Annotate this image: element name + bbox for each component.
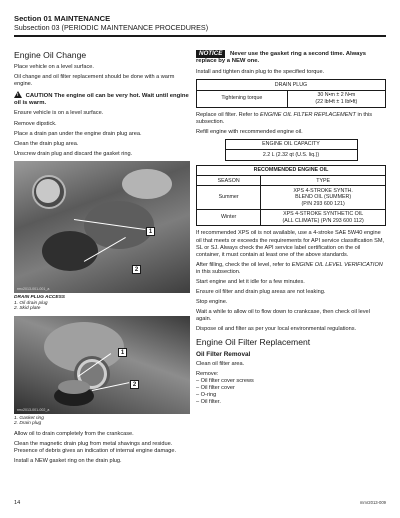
paragraph: Oil change and oil filter replacement should be done with a warm engine. (14, 74, 175, 88)
notice-label: NOTICE (196, 50, 225, 58)
paragraph: Install a NEW gasket ring on the drain plug. (14, 458, 122, 465)
paragraph: If recommended XPS oil is not available, use a 4-stroke SAE 5W40 engine oil that meets or exceeds the requirements for API service classification SM, SL or SJ. Always check the API service label certification on the oil container, it must contain at least one of the above standards. (196, 230, 385, 258)
paragraph: Replace oil filter. Refer to ENGINE OIL FILTER REPLACEMENT in this subsection. (196, 111, 373, 125)
table-row (197, 209, 386, 226)
paragraph: Allow oil to drain completely from the crankcase. (14, 430, 134, 437)
callout-1: 1 (146, 227, 155, 236)
paragraph: Remove dipstick. (14, 120, 57, 127)
paragraph: Ensure oil filter and drain plug areas are not leaking. (196, 289, 326, 296)
torque-value-imperial: (22 lbf•ft ± 1 lbf•ft) (315, 98, 358, 105)
paragraph: Clean the magnetic drain plug from metal shavings and residue. Presence of debris gives an indication of internal engine damage. (14, 441, 177, 455)
caption-item: 2. Skid plate (14, 306, 41, 312)
drain-plug-table (196, 79, 386, 107)
list-item: – Oil filter. (196, 399, 221, 406)
paragraph: Unscrew drain plug and discard the gasket ring. (14, 150, 133, 157)
callout-2: 2 (130, 380, 139, 389)
removal-list (196, 378, 386, 406)
table-cell: Summer (197, 186, 261, 209)
paragraph: Clean the drain plug area. (14, 140, 79, 147)
table-cell: Tightening torque (197, 90, 288, 107)
recommended-oil-table (196, 165, 386, 227)
caption-item: 1. Oil drain plug (14, 300, 48, 306)
gasket-drain-plug-photo (14, 316, 190, 414)
column-header: SEASON (197, 176, 261, 186)
column-header: TYPE (261, 176, 386, 186)
document-reference: mmr2013-009 (359, 500, 386, 505)
paragraph: Clean oil filter area. (196, 360, 245, 367)
page-header (14, 14, 386, 37)
paragraph: Place a drain pan under the engine drain plug area. (14, 130, 142, 137)
paragraph: After filling, check the oil level, refer to ENGINE OIL LEVEL VERIFICATION in this subsection. (196, 261, 383, 275)
notice-text: Never use the gasket ring a second time. Always replace by a NEW one. (196, 51, 367, 65)
table-cell: 2.2 L (2.32 qt (U.S. liq.)) (225, 150, 357, 160)
engine-oil-change-heading: Engine Oil Change (14, 50, 87, 60)
paragraph: Start engine and let it idle for a few minutes. (196, 279, 305, 285)
warning-icon: ! (14, 91, 22, 98)
paragraph: Stop engine. (196, 299, 228, 306)
oil-filter-removal-subheading: Oil Filter Removal (196, 350, 251, 358)
caution-label: CAUTION (25, 93, 53, 100)
paragraph: Install and tighten drain plug to the specified torque. (196, 69, 325, 76)
cross-reference-link[interactable]: ENGINE OIL FILTER REPLACEMENT (260, 111, 356, 118)
paragraph: Ensure vehicle is on a level surface. (14, 110, 104, 117)
figure-code: rmc2013-001-002_a (17, 407, 50, 412)
table-cell: Winter (197, 209, 261, 226)
table-header: RECOMMENDED ENGINE OIL (197, 165, 386, 175)
paragraph: Refill engine with recommended engine oil. (196, 128, 303, 135)
caution-text: The engine oil can be very hot. Wait until engine oil is warm. (14, 93, 189, 107)
figure-caption (14, 416, 190, 427)
list-item: – Oil filter cover (196, 384, 235, 391)
table-cell: XPS 4-STROKE SYNTHETIC OIL (ALL CLIMATE) (P/N 293 600 112) (261, 209, 386, 226)
right-column (196, 50, 386, 406)
caption-item: 1. Gasket ring (14, 415, 44, 421)
header-rule (14, 35, 386, 37)
subsection-title: Subsection 03 (PERIODIC MAINTENANCE PROCEDURES) (14, 23, 209, 32)
caution-box (14, 91, 190, 107)
table-row (197, 186, 386, 209)
list-item: – Oil filter cover screws (196, 377, 254, 384)
cross-reference-link[interactable]: ENGINE OIL LEVEL VERIFICATION (291, 261, 383, 268)
drain-plug-access-photo (14, 161, 190, 293)
table-header: DRAIN PLUG (197, 80, 386, 90)
paragraph: Wait a while to allow oil to flow down to crankcase, then check oil level again. (196, 309, 370, 323)
left-column (14, 50, 190, 468)
page-number: 14 (14, 500, 21, 506)
callout-1: 1 (118, 348, 127, 357)
caption-item: 2. Drain plug (14, 421, 42, 427)
section-title: Section 01 MAINTENANCE (14, 14, 111, 23)
torque-value: 30 N•m ± 2 N•m (317, 92, 356, 99)
paragraph: Place vehicle on a level surface. (14, 64, 94, 70)
figure-title: DRAIN PLUG ACCESS (14, 294, 65, 300)
table-header: ENGINE OIL CAPACITY (225, 139, 357, 149)
table-cell: XPS 4-STROKE SYNTH. BLEND OIL (SUMMER) (P/N 293 600 121) (261, 186, 386, 209)
figure-code: rmc2013-001-001_a (17, 286, 50, 291)
list-item: – O-ring (196, 391, 217, 398)
table-cell (287, 90, 385, 107)
paragraph: Remove: (196, 370, 219, 377)
figure-caption (14, 295, 190, 312)
notice-box (196, 50, 386, 65)
oil-filter-replacement-heading: Engine Oil Filter Replacement (196, 336, 311, 347)
paragraph: Dispose oil and filter as per your local environmental regulations. (196, 326, 357, 333)
callout-2: 2 (132, 265, 141, 274)
oil-capacity-table (225, 139, 358, 161)
